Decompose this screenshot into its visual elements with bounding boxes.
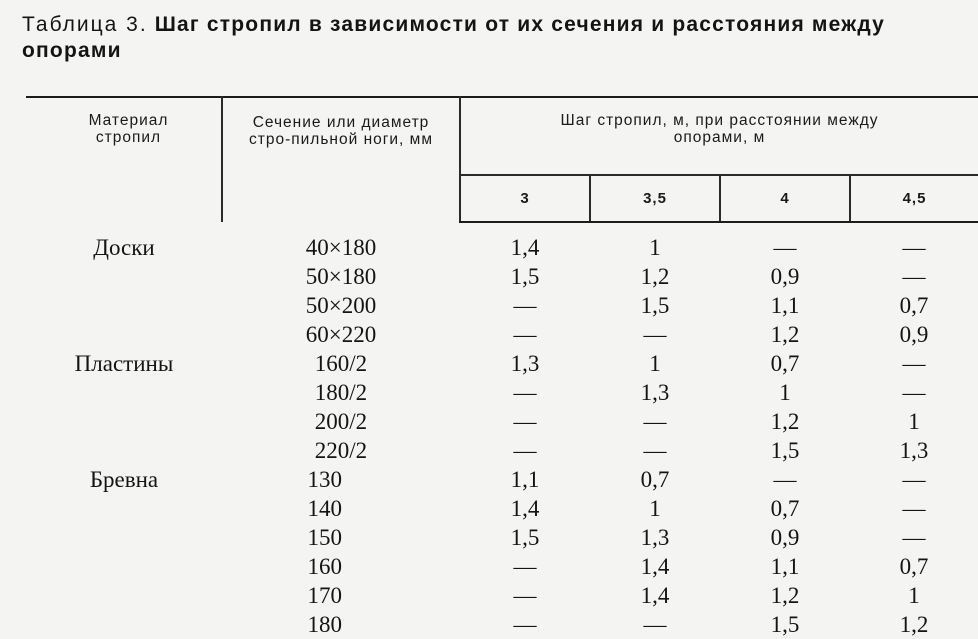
cell-step-value: — bbox=[513, 612, 537, 637]
cell-step-value: 0,9 bbox=[770, 525, 800, 550]
cell-step-value: — bbox=[513, 322, 537, 347]
cell-step-value: 1 bbox=[908, 583, 920, 608]
cell-material bbox=[26, 291, 222, 320]
cell-step-value: — bbox=[773, 235, 797, 260]
cell-step-value: — bbox=[643, 322, 667, 347]
cell-step-value: 1,2 bbox=[770, 409, 800, 434]
header-distance-3-5: 3,5 bbox=[590, 175, 720, 222]
table-row bbox=[26, 262, 978, 291]
cell-step-value: 1,4 bbox=[510, 235, 540, 260]
table-row bbox=[26, 349, 978, 378]
cell-material: Доски bbox=[93, 234, 155, 260]
cell-step-value: — bbox=[902, 380, 926, 405]
header-distance-3: 3 bbox=[460, 175, 590, 222]
cell-step-value: 0,7 bbox=[899, 554, 929, 579]
cell-section: 150 bbox=[307, 525, 342, 550]
cell-section: 140 bbox=[307, 496, 342, 521]
table-row bbox=[26, 320, 978, 349]
table-caption bbox=[22, 12, 962, 64]
cell-section: 50×200 bbox=[305, 293, 377, 318]
cell-step-value: — bbox=[513, 438, 537, 463]
table-row bbox=[26, 436, 978, 465]
cell-step-value: — bbox=[513, 380, 537, 405]
cell-step-value: — bbox=[902, 235, 926, 260]
cell-step-value: 1,1 bbox=[770, 554, 800, 579]
header-distance-4-5: 4,5 bbox=[850, 175, 978, 222]
cell-step-value: — bbox=[902, 351, 926, 376]
cell-section: 200/2 bbox=[314, 409, 368, 434]
cell-step-value: 1,5 bbox=[510, 264, 540, 289]
cell-step-value: — bbox=[513, 554, 537, 579]
cell-step-value: — bbox=[902, 496, 926, 521]
rafter-step-table bbox=[26, 96, 978, 639]
cell-step-value: 0,7 bbox=[899, 293, 929, 318]
table-row bbox=[26, 465, 978, 494]
cell-section: 180 bbox=[307, 612, 342, 637]
cell-material bbox=[26, 494, 222, 523]
cell-step-value: — bbox=[773, 467, 797, 492]
cell-step-value: — bbox=[513, 409, 537, 434]
cell-step-value: 1,1 bbox=[510, 467, 540, 492]
cell-step-value: 1,4 bbox=[640, 554, 670, 579]
header-material: Материал стропил bbox=[88, 112, 169, 146]
table-row bbox=[26, 222, 978, 262]
cell-step-value: 1,2 bbox=[899, 612, 929, 637]
caption-title: Шаг стропил в зависимости от их сечения и расстояния между опорами bbox=[22, 13, 886, 62]
cell-step-value: 1,3 bbox=[640, 380, 670, 405]
cell-step-value: 1,2 bbox=[770, 322, 800, 347]
cell-step-value: 1,5 bbox=[770, 438, 800, 463]
cell-step-value: 1,1 bbox=[770, 293, 800, 318]
cell-step-value: 1,3 bbox=[899, 438, 929, 463]
table-row bbox=[26, 552, 978, 581]
cell-section: 130 bbox=[307, 467, 342, 492]
cell-step-value: 1 bbox=[779, 380, 791, 405]
cell-step-value: 0,7 bbox=[640, 467, 670, 492]
cell-step-value: — bbox=[902, 467, 926, 492]
table-row bbox=[26, 378, 978, 407]
cell-step-value: — bbox=[513, 293, 537, 318]
table-body bbox=[26, 222, 978, 639]
cell-step-value: 1,3 bbox=[640, 525, 670, 550]
table-row bbox=[26, 407, 978, 436]
cell-step-value: 1,2 bbox=[640, 264, 670, 289]
cell-step-value: — bbox=[643, 438, 667, 463]
cell-material bbox=[26, 320, 222, 349]
table-row bbox=[26, 581, 978, 610]
cell-step-value: 1,4 bbox=[640, 583, 670, 608]
header-distance-4: 4 bbox=[720, 175, 850, 222]
cell-material bbox=[26, 262, 222, 291]
table-row bbox=[26, 494, 978, 523]
cell-step-value: 1 bbox=[649, 351, 661, 376]
header-section: Сечение или диаметр стро-пильной ноги, мм bbox=[222, 97, 460, 222]
cell-step-value: 1 bbox=[649, 496, 661, 521]
cell-step-value: 1 bbox=[908, 409, 920, 434]
table-row bbox=[26, 291, 978, 320]
cell-material bbox=[26, 610, 222, 639]
cell-step-value: 0,9 bbox=[899, 322, 929, 347]
cell-section: 180/2 bbox=[314, 380, 368, 405]
cell-material bbox=[26, 407, 222, 436]
cell-material bbox=[26, 523, 222, 552]
cell-section: 220/2 bbox=[314, 438, 368, 463]
cell-step-value: 1,5 bbox=[510, 525, 540, 550]
cell-step-value: 1,3 bbox=[510, 351, 540, 376]
cell-step-value: 1,5 bbox=[640, 293, 670, 318]
cell-section: 160/2 bbox=[314, 351, 368, 376]
cell-step-value: — bbox=[643, 409, 667, 434]
cell-step-value: 1,4 bbox=[510, 496, 540, 521]
cell-section: 60×220 bbox=[305, 322, 377, 347]
table-row bbox=[26, 523, 978, 552]
cell-step-value: — bbox=[902, 264, 926, 289]
cell-step-value: 1 bbox=[649, 235, 661, 260]
cell-material bbox=[26, 436, 222, 465]
cell-step-value: 0,7 bbox=[770, 496, 800, 521]
cell-section: 170 bbox=[307, 583, 342, 608]
cell-material bbox=[26, 552, 222, 581]
cell-section: 160 bbox=[307, 554, 342, 579]
cell-step-value: 0,9 bbox=[770, 264, 800, 289]
cell-step-value: 1,2 bbox=[770, 583, 800, 608]
cell-step-value: — bbox=[643, 612, 667, 637]
cell-section: 40×180 bbox=[305, 234, 377, 260]
cell-material bbox=[26, 378, 222, 407]
cell-material bbox=[26, 581, 222, 610]
cell-step-value: 1,5 bbox=[770, 612, 800, 637]
cell-material: Бревна bbox=[89, 467, 159, 492]
table-row bbox=[26, 610, 978, 639]
caption-label: Таблица 3. bbox=[22, 13, 148, 36]
header-step-group: Шаг стропил, м, при расстоянии между опорами, м bbox=[460, 97, 978, 175]
cell-section: 50×180 bbox=[305, 264, 377, 289]
cell-step-value: 0,7 bbox=[770, 351, 800, 376]
cell-step-value: — bbox=[513, 583, 537, 608]
cell-material: Пластины bbox=[74, 351, 174, 376]
cell-step-value: — bbox=[902, 525, 926, 550]
